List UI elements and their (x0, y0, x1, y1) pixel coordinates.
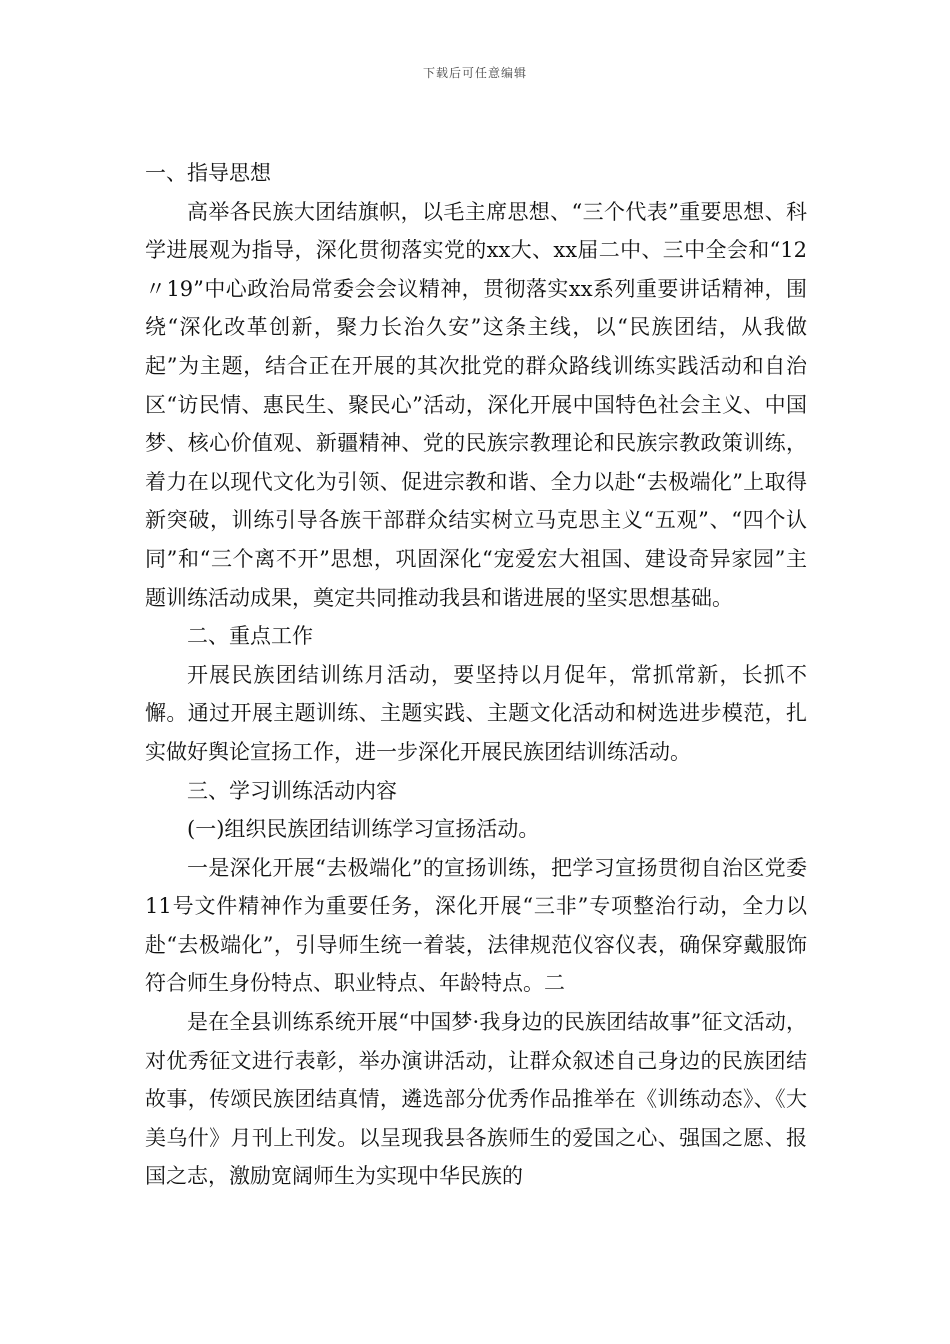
paragraph-de-extremism: 一是深化开展“去极端化”的宣扬训练，把学习宣扬贯彻自治区党委11号文件精神作为重要任务，深化开展“三非”专项整治行动，全力以赴“去极端化”，引导师生统一着装，法律规范仪容仪表，确保穿戴服饰符合师生身份特点、职业特点、年龄特点。二 (145, 855, 807, 996)
paragraph-guiding-thought: 高举各民族大团结旗帜，以毛主席思想、“三个代表”重要思想、科学进展观为指导，深化贯彻落实党的xx大、xx届二中、三中全会和“12〃19”中心政治局常委会会议精神，贯彻落实xx系列重要讲话精神，围绕“深化改革创新，聚力长治久安”这条主线，以“民族团结，从我做起”为主题，结合正在开展的其次批党的群众路线训练实践活动和自治区“访民情、惠民生、聚民心”活动，深化开展中国特色社会主义、中国梦、核心价值观、新疆精神、党的民族宗教理论和民族宗教政策训练，着力在以现代文化为引领、促进宗教和谐、全力以赴“去极端化”上取得新突破，训练引导各族干部群众结实树立马克思主义“五观”、“四个认同”和“三个离不开”思想，巩固深化“宠爱宏大祖国、建设奇异家园”主题训练活动成果，奠定共同推动我县和谐进展的坚实思想基础。 (145, 199, 807, 610)
subsection-heading-propaganda: (一)组织民族团结训练学习宣扬活动。 (187, 817, 540, 842)
section-heading-guiding-thought: 一、指导思想 (145, 161, 271, 185)
document-body (145, 154, 807, 1196)
section-heading-key-work: 二、重点工作 (187, 624, 313, 649)
paragraph-essay-activity: 是在全县训练系统开展“中国梦·我身边的民族团结故事”征文活动，对优秀征文进行表彰，举办演讲活动，让群众叙述自己身边的民族团结故事，传颂民族团结真情，遴选部分优秀作品推举在《训练动态》、《大美乌什》月刊上刊发。以呈现我县各族师生的爱国之心、强国之愿、报国之志，激励宽阔师生为实现中华民族的 (145, 1010, 807, 1189)
paragraph-key-work: 开展民族团结训练月活动，要坚持以月促年，常抓常新，长抓不懈。通过开展主题训练、主题实践、主题文化活动和树选进步模范，扎实做好舆论宣扬工作，进一步深化开展民族团结训练活动。 (145, 662, 807, 764)
page-header: 下载后可任意编辑 (422, 66, 527, 80)
section-heading-activity-content: 三、学习训练活动内容 (187, 778, 397, 803)
